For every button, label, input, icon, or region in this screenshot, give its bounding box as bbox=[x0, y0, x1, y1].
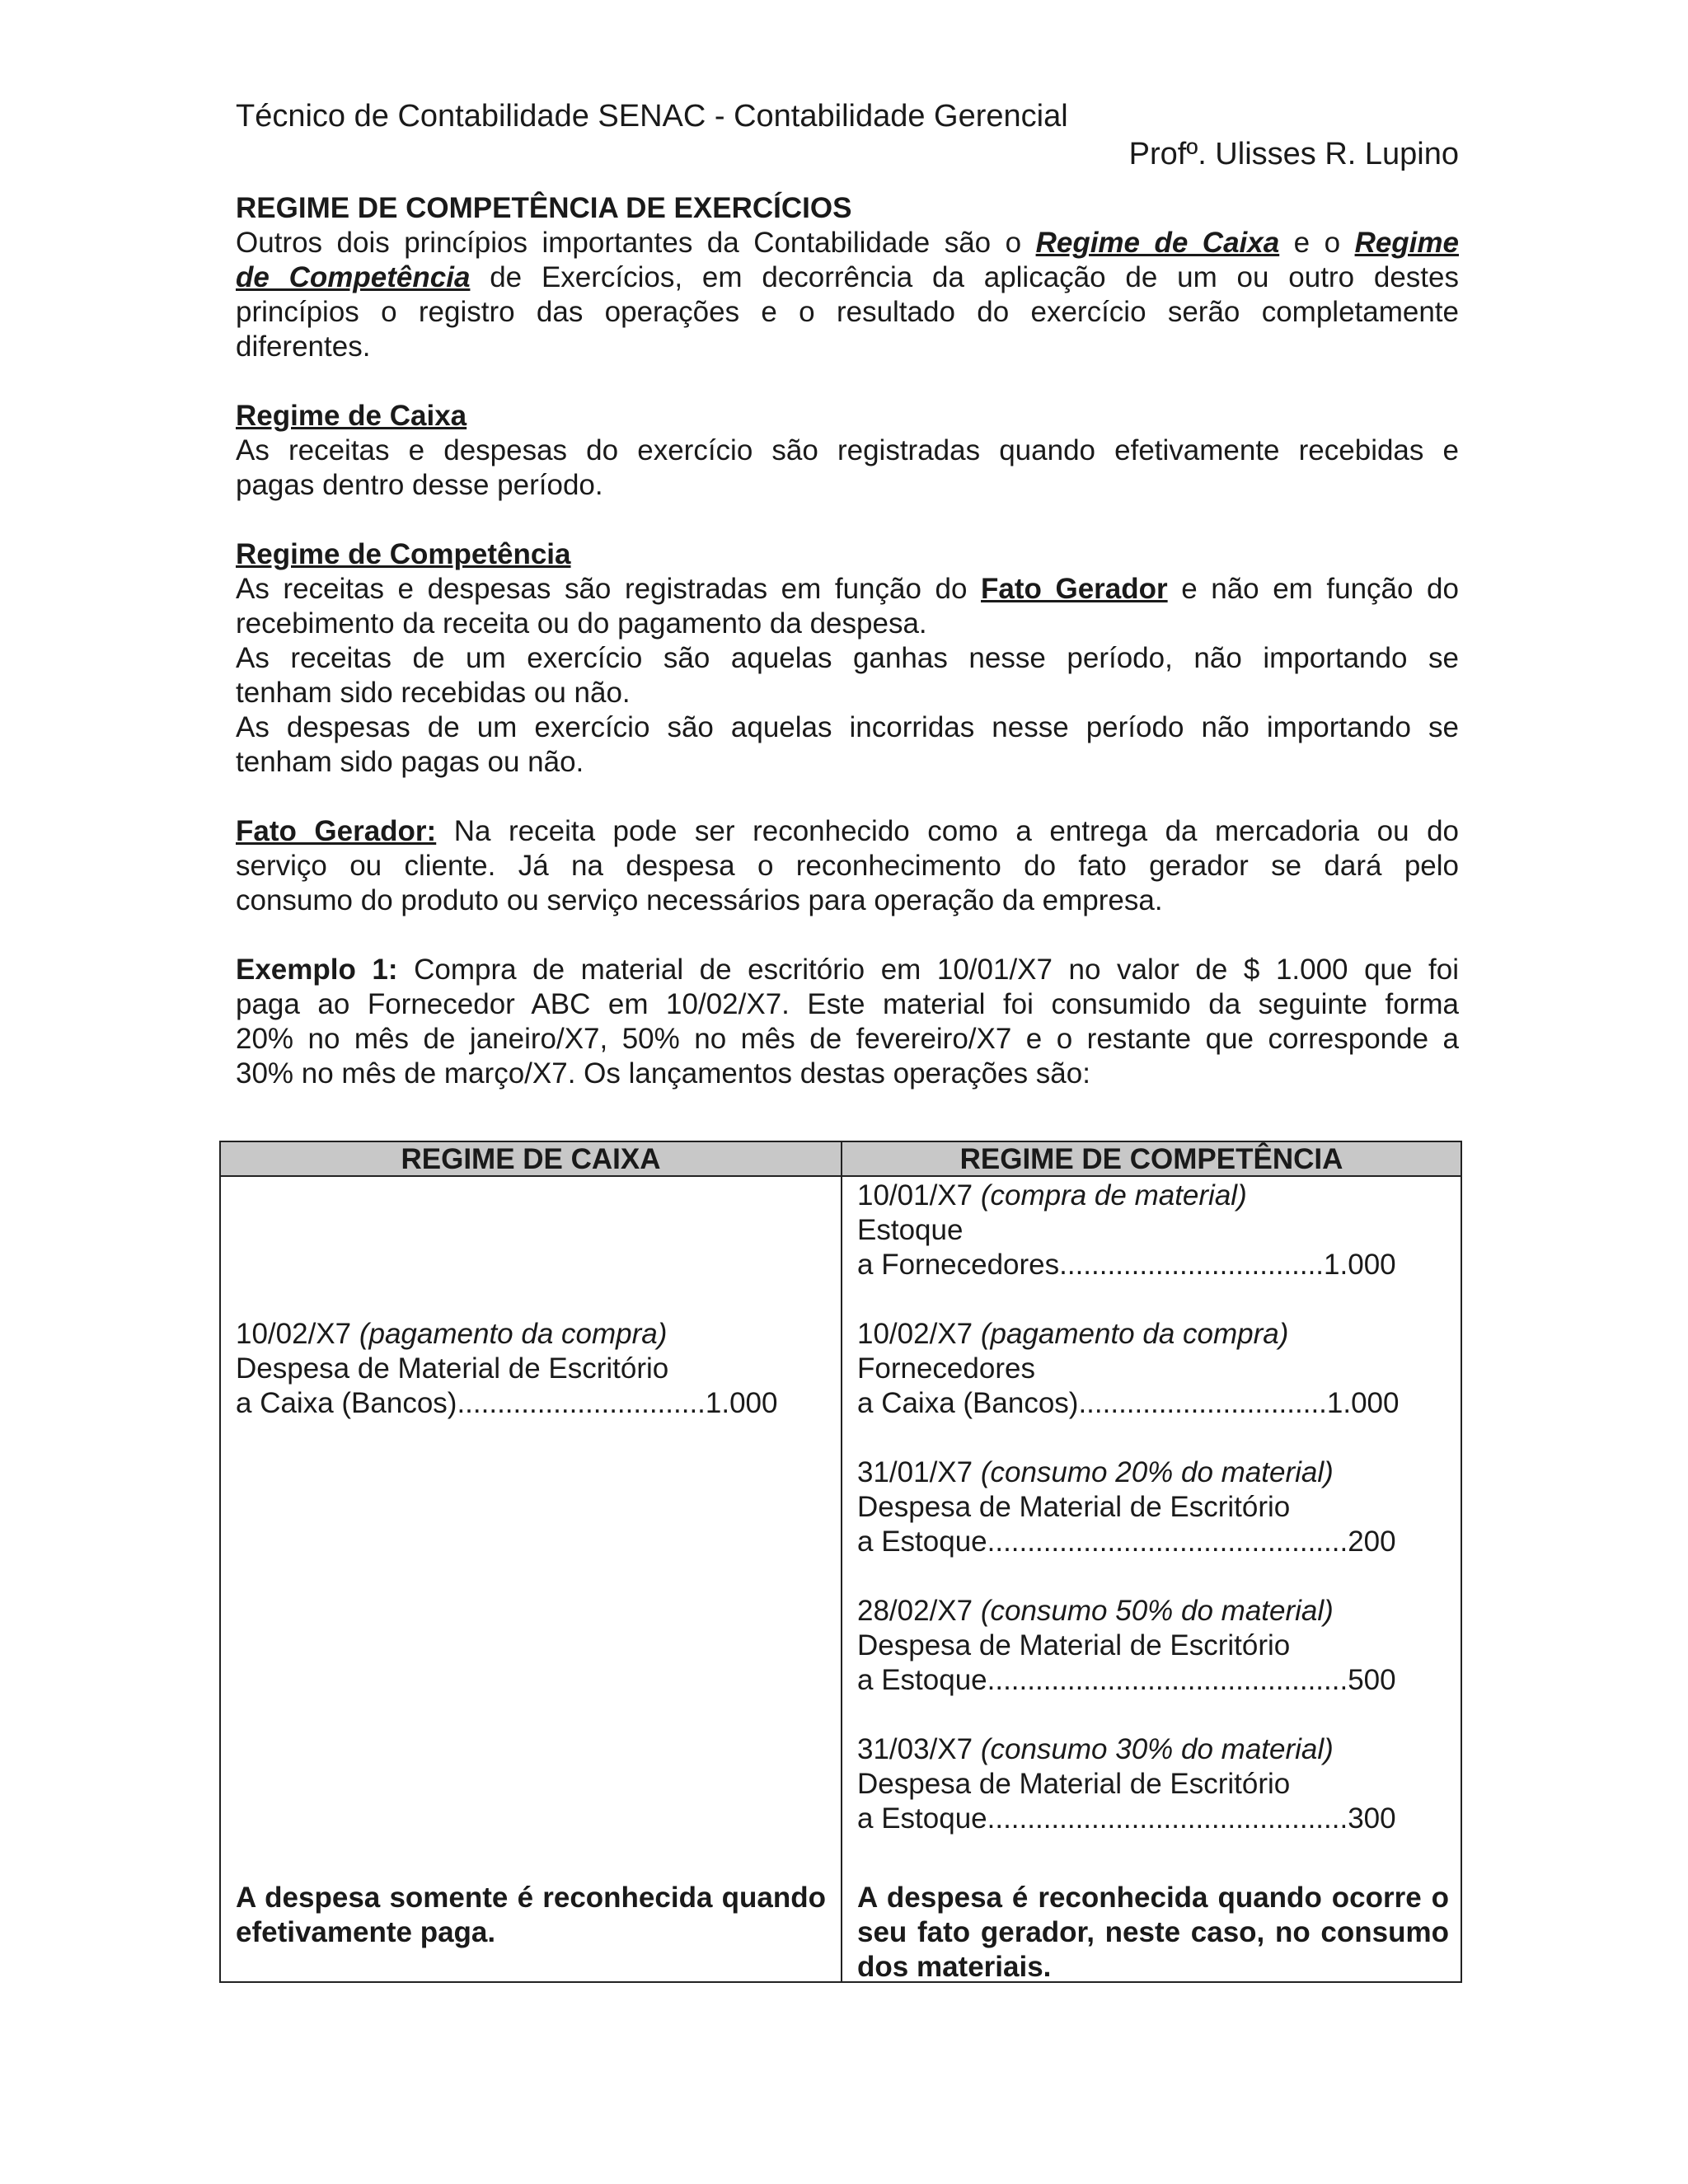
entry-date: 31/01/X7 (consumo 20% do material) bbox=[857, 1456, 1334, 1488]
regime-caixa-section: Regime de Caixa As receitas e despesas do exercício são registradas quando efetivamente recebidas e pagas dentro desse período. bbox=[236, 400, 1459, 501]
regime-competencia-term: Regime bbox=[1354, 227, 1459, 259]
entry-debit: Estoque bbox=[857, 1214, 964, 1246]
caixa-conclusion: A despesa somente é reconhecida quando efetivamente paga. bbox=[236, 1882, 826, 1948]
entry-credit: a Estoque.............................................500 bbox=[857, 1664, 1396, 1696]
entry-credit: a Caixa (Bancos)...............................1.000 bbox=[857, 1387, 1400, 1419]
entry-debit: Despesa de Material de Escritório bbox=[857, 1491, 1291, 1523]
regime-caixa-term: Regime de Caixa bbox=[1035, 227, 1280, 259]
intro-paragraph: Outros dois princípios importantes da Contabilidade são o Regime de Caixa e o Regime de Competência de Exercícios, em decorrência da aplicação de um ou outro destes princípios o registro das operações e o resultado do exercício serão completamente diferentes. bbox=[236, 227, 1459, 363]
entry-credit: a Caixa (Bancos)...............................1.000 bbox=[236, 1387, 778, 1419]
page-title: REGIME DE COMPETÊNCIA DE EXERCÍCIOS bbox=[236, 192, 852, 224]
regime-competencia-section: Regime de Competência As receitas e despesas são registradas em função do Fato Gerador e não em função do recebimento da receita ou do pagamento da despesa. As receitas de um exercício são aquelas ganhas nesse período, não importando se tenham sido recebidas ou não. As despesas de um exercício são aquelas incorridas nesse período não importando se tenham sido pagas ou não. bbox=[236, 538, 1459, 778]
entry-debit: Despesa de Material de Escritório bbox=[857, 1629, 1291, 1661]
header-regime-caixa: REGIME DE CAIXA bbox=[401, 1143, 661, 1175]
header-regime-competencia: REGIME DE COMPETÊNCIA bbox=[959, 1143, 1343, 1175]
entry-date: 10/01/X7 (compra de material) bbox=[857, 1179, 1247, 1212]
section-heading: Regime de Competência bbox=[236, 538, 571, 570]
entry-date: 28/02/X7 (consumo 50% do material) bbox=[857, 1595, 1334, 1627]
example-section: Exemplo 1: Compra de material de escritório em 10/01/X7 no valor de $ 1.000 que foi paga ao Fornecedor ABC em 10/02/X7. Este material foi consumido da seguinte forma 20% no mês de janeiro/X7, 50% no mês de fevereiro/X7 e o restante que corresponde a 30% no mês de março/X7. Os lançamentos destas operações são: bbox=[236, 954, 1459, 1090]
column-divider bbox=[841, 1142, 842, 1981]
section-heading: Regime de Caixa bbox=[236, 400, 467, 432]
example-label: Exemplo 1: bbox=[236, 954, 398, 986]
entry-date: 31/03/X7 (consumo 30% do material) bbox=[857, 1733, 1334, 1765]
competencia-conclusion: A despesa é reconhecida quando ocorre o seu fato gerador, neste caso, no consumo dos materiais. bbox=[857, 1882, 1449, 1983]
fato-gerador-section: Fato Gerador: Na receita pode ser reconhecido como a entrega da mercadoria ou do serviço ou cliente. Já na despesa o reconhecimento do fato gerador se dará pelo consumo do produto ou serviço necessários para operação da empresa. bbox=[236, 815, 1459, 916]
course-header: Técnico de Contabilidade SENAC - Contabilidade Gerencial bbox=[236, 99, 1068, 134]
entry-credit: a Fornecedores.................................1.000 bbox=[857, 1249, 1396, 1281]
fato-gerador-term: Fato Gerador bbox=[981, 573, 1168, 605]
entry-credit: a Estoque.............................................200 bbox=[857, 1526, 1396, 1558]
entry-credit: a Estoque.............................................300 bbox=[857, 1802, 1396, 1835]
professor-header: Profº. Ulisses R. Lupino bbox=[1128, 137, 1459, 171]
entry-debit: Despesa de Material de Escritório bbox=[236, 1352, 669, 1385]
entry-debit: Fornecedores bbox=[857, 1352, 1035, 1385]
fato-gerador-label: Fato Gerador: bbox=[236, 815, 437, 847]
entry-debit: Despesa de Material de Escritório bbox=[857, 1768, 1291, 1800]
document-page bbox=[236, 97, 1459, 1091]
entry-date: 10/02/X7 (pagamento da compra) bbox=[857, 1318, 1289, 1350]
accounting-table bbox=[219, 1141, 1462, 1983]
entry-date: 10/02/X7 (pagamento da compra) bbox=[236, 1318, 668, 1350]
